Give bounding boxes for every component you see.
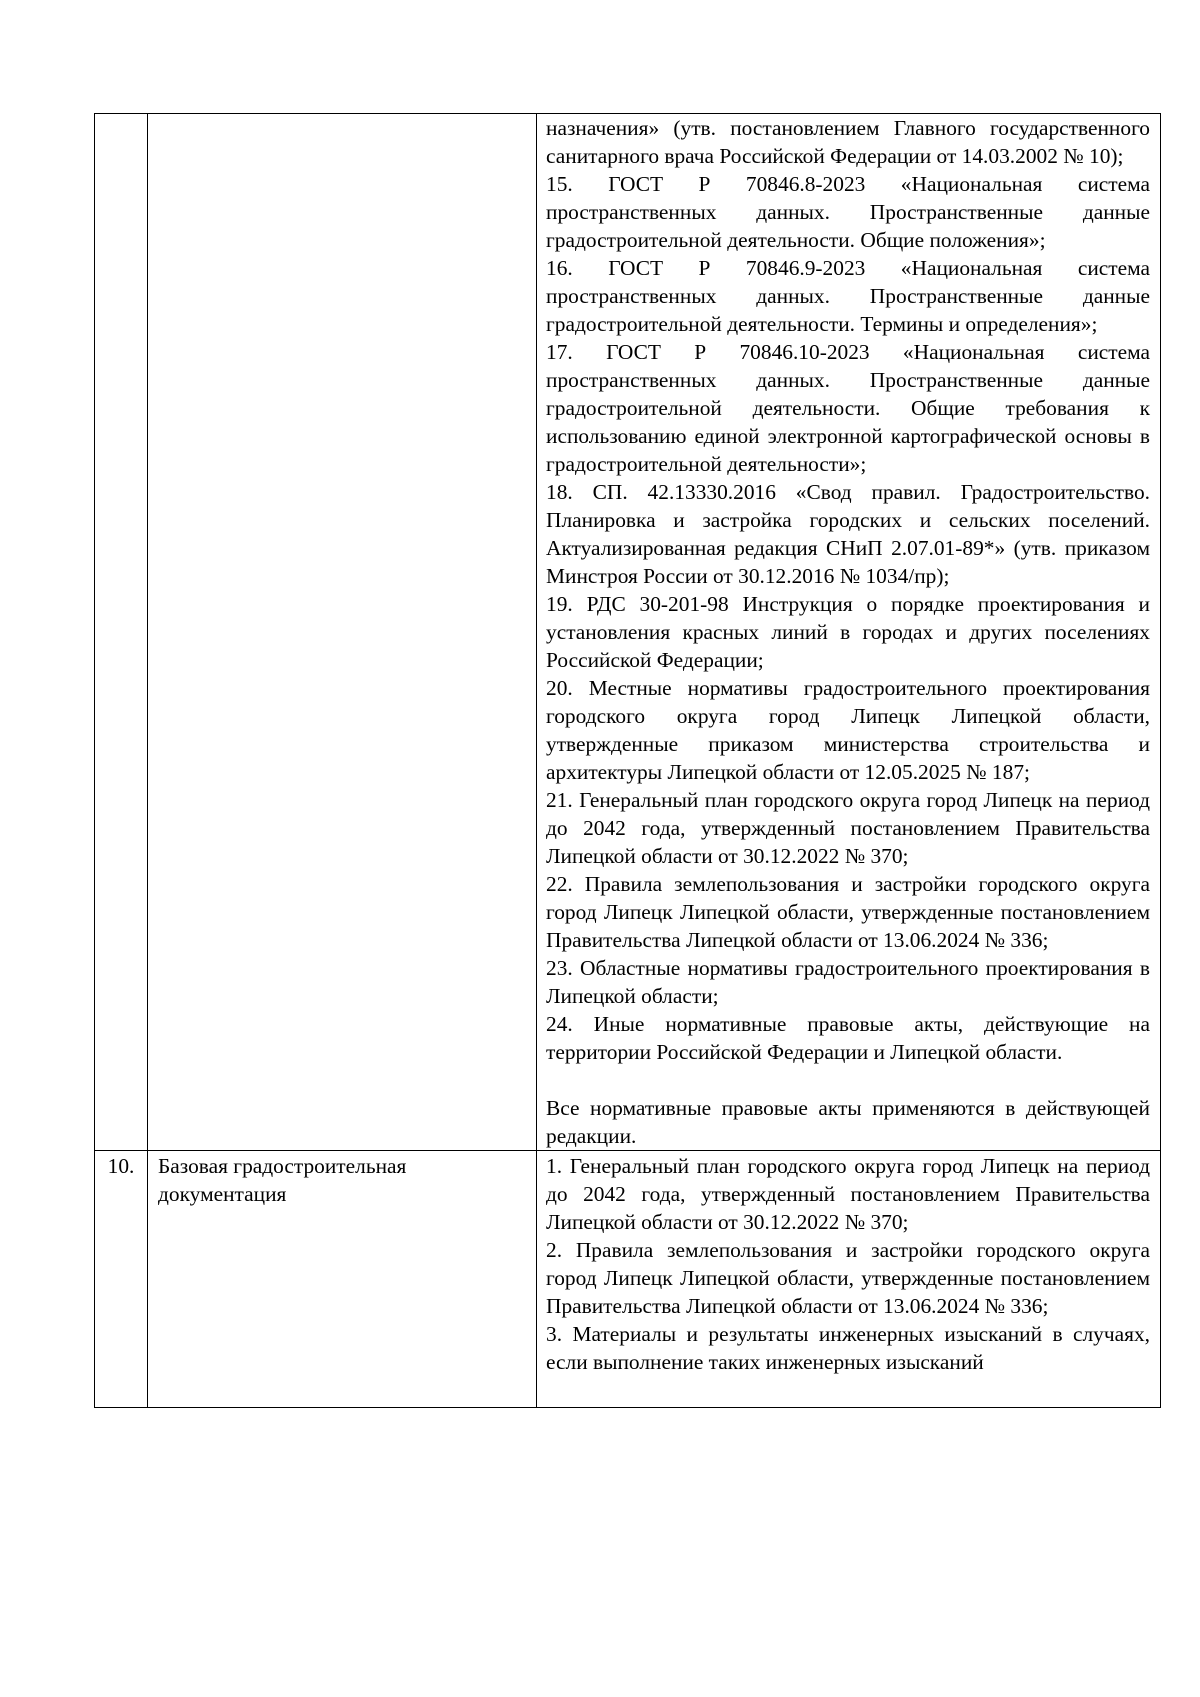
list-item: 23. Областные нормативы градостроительного проектирования в Липецкой области; xyxy=(546,956,1150,1008)
row-name xyxy=(148,114,536,115)
row-number xyxy=(95,114,147,115)
row-name-cell xyxy=(148,1151,537,1408)
row-number-cell xyxy=(95,114,148,1151)
edition-note: Все нормативные правовые акты применяются в действующей редакции. xyxy=(546,1096,1150,1148)
list-item: 21. Генеральный план городского округа город Липецк на период до 2042 года, утвержденный постановлением Правительства Липецкой области от 30.12.2022 № 370; xyxy=(546,788,1150,868)
base-documentation-list xyxy=(537,1151,1160,1376)
list-item: 22. Правила землепользования и застройки городского округа город Липецк Липецкой области, утвержденные постановлением Правительства Липецкой области от 13.06.2024 № 336; xyxy=(546,872,1150,952)
list-item: 17. ГОСТ Р 70846.10-2023 «Национальная система пространственных данных. Пространственные данные градостроительной деятельности. Общие требования к использованию единой электронной картографической основы в градостроительной деятельности»; xyxy=(546,340,1150,476)
row-content-cell xyxy=(537,114,1161,1151)
list-item: 16. ГОСТ Р 70846.9-2023 «Национальная система пространственных данных. Пространственные данные градостроительной деятельности. Термины и определения»; xyxy=(546,256,1150,336)
table-row-regulations xyxy=(95,114,1161,1151)
list-item: 2. Правила землепользования и застройки городского округа город Липецк Липецкой области, утвержденные постановлением Правительства Липецкой области от 13.06.2024 № 336; xyxy=(546,1238,1150,1318)
table-row-base-documentation xyxy=(95,1151,1161,1408)
list-item: 20. Местные нормативы градостроительного проектирования городского округа город Липецк Липецкой области, утвержденные приказом министерства строительства и архитектуры Липецкой области от 12.05.2025 № 187; xyxy=(546,676,1150,784)
list-item: 3. Материалы и результаты инженерных изысканий в случаях, если выполнение таких инженерных изысканий xyxy=(546,1322,1150,1374)
document-table xyxy=(94,113,1161,1408)
list-item: 1. Генеральный план городского округа город Липецк на период до 2042 года, утвержденный постановлением Правительства Липецкой области от 30.12.2022 № 370; xyxy=(546,1154,1150,1234)
list-item: 19. РДС 30-201-98 Инструкция о порядке проектирования и установления красных линий в городах и других поселениях Российской Федерации; xyxy=(546,592,1150,672)
list-item: назначения» (утв. постановлением Главного государственного санитарного врача Российской Федерации от 14.03.2002 № 10); xyxy=(546,116,1150,168)
row-name-cell xyxy=(148,114,537,1151)
row-content-cell xyxy=(537,1151,1161,1408)
paragraph-gap xyxy=(546,1066,1150,1094)
row-name: Базовая градостроительная документация xyxy=(158,1154,407,1206)
regulations-list xyxy=(537,114,1160,1150)
list-item: 15. ГОСТ Р 70846.8-2023 «Национальная система пространственных данных. Пространственные данные градостроительной деятельности. Общие положения»; xyxy=(546,172,1150,252)
list-item: 18. СП. 42.13330.2016 «Свод правил. Градостроительство. Планировка и застройка городских и сельских поселений. Актуализированная редакция СНиП 2.07.01-89*» (утв. приказом Минстроя России от 30.12.2016 № 1034/пр); xyxy=(546,480,1150,588)
row-number-cell xyxy=(95,1151,148,1408)
row-number: 10. xyxy=(107,1154,135,1178)
list-item: 24. Иные нормативные правовые акты, действующие на территории Российской Федерации и Липецкой области. xyxy=(546,1012,1150,1064)
